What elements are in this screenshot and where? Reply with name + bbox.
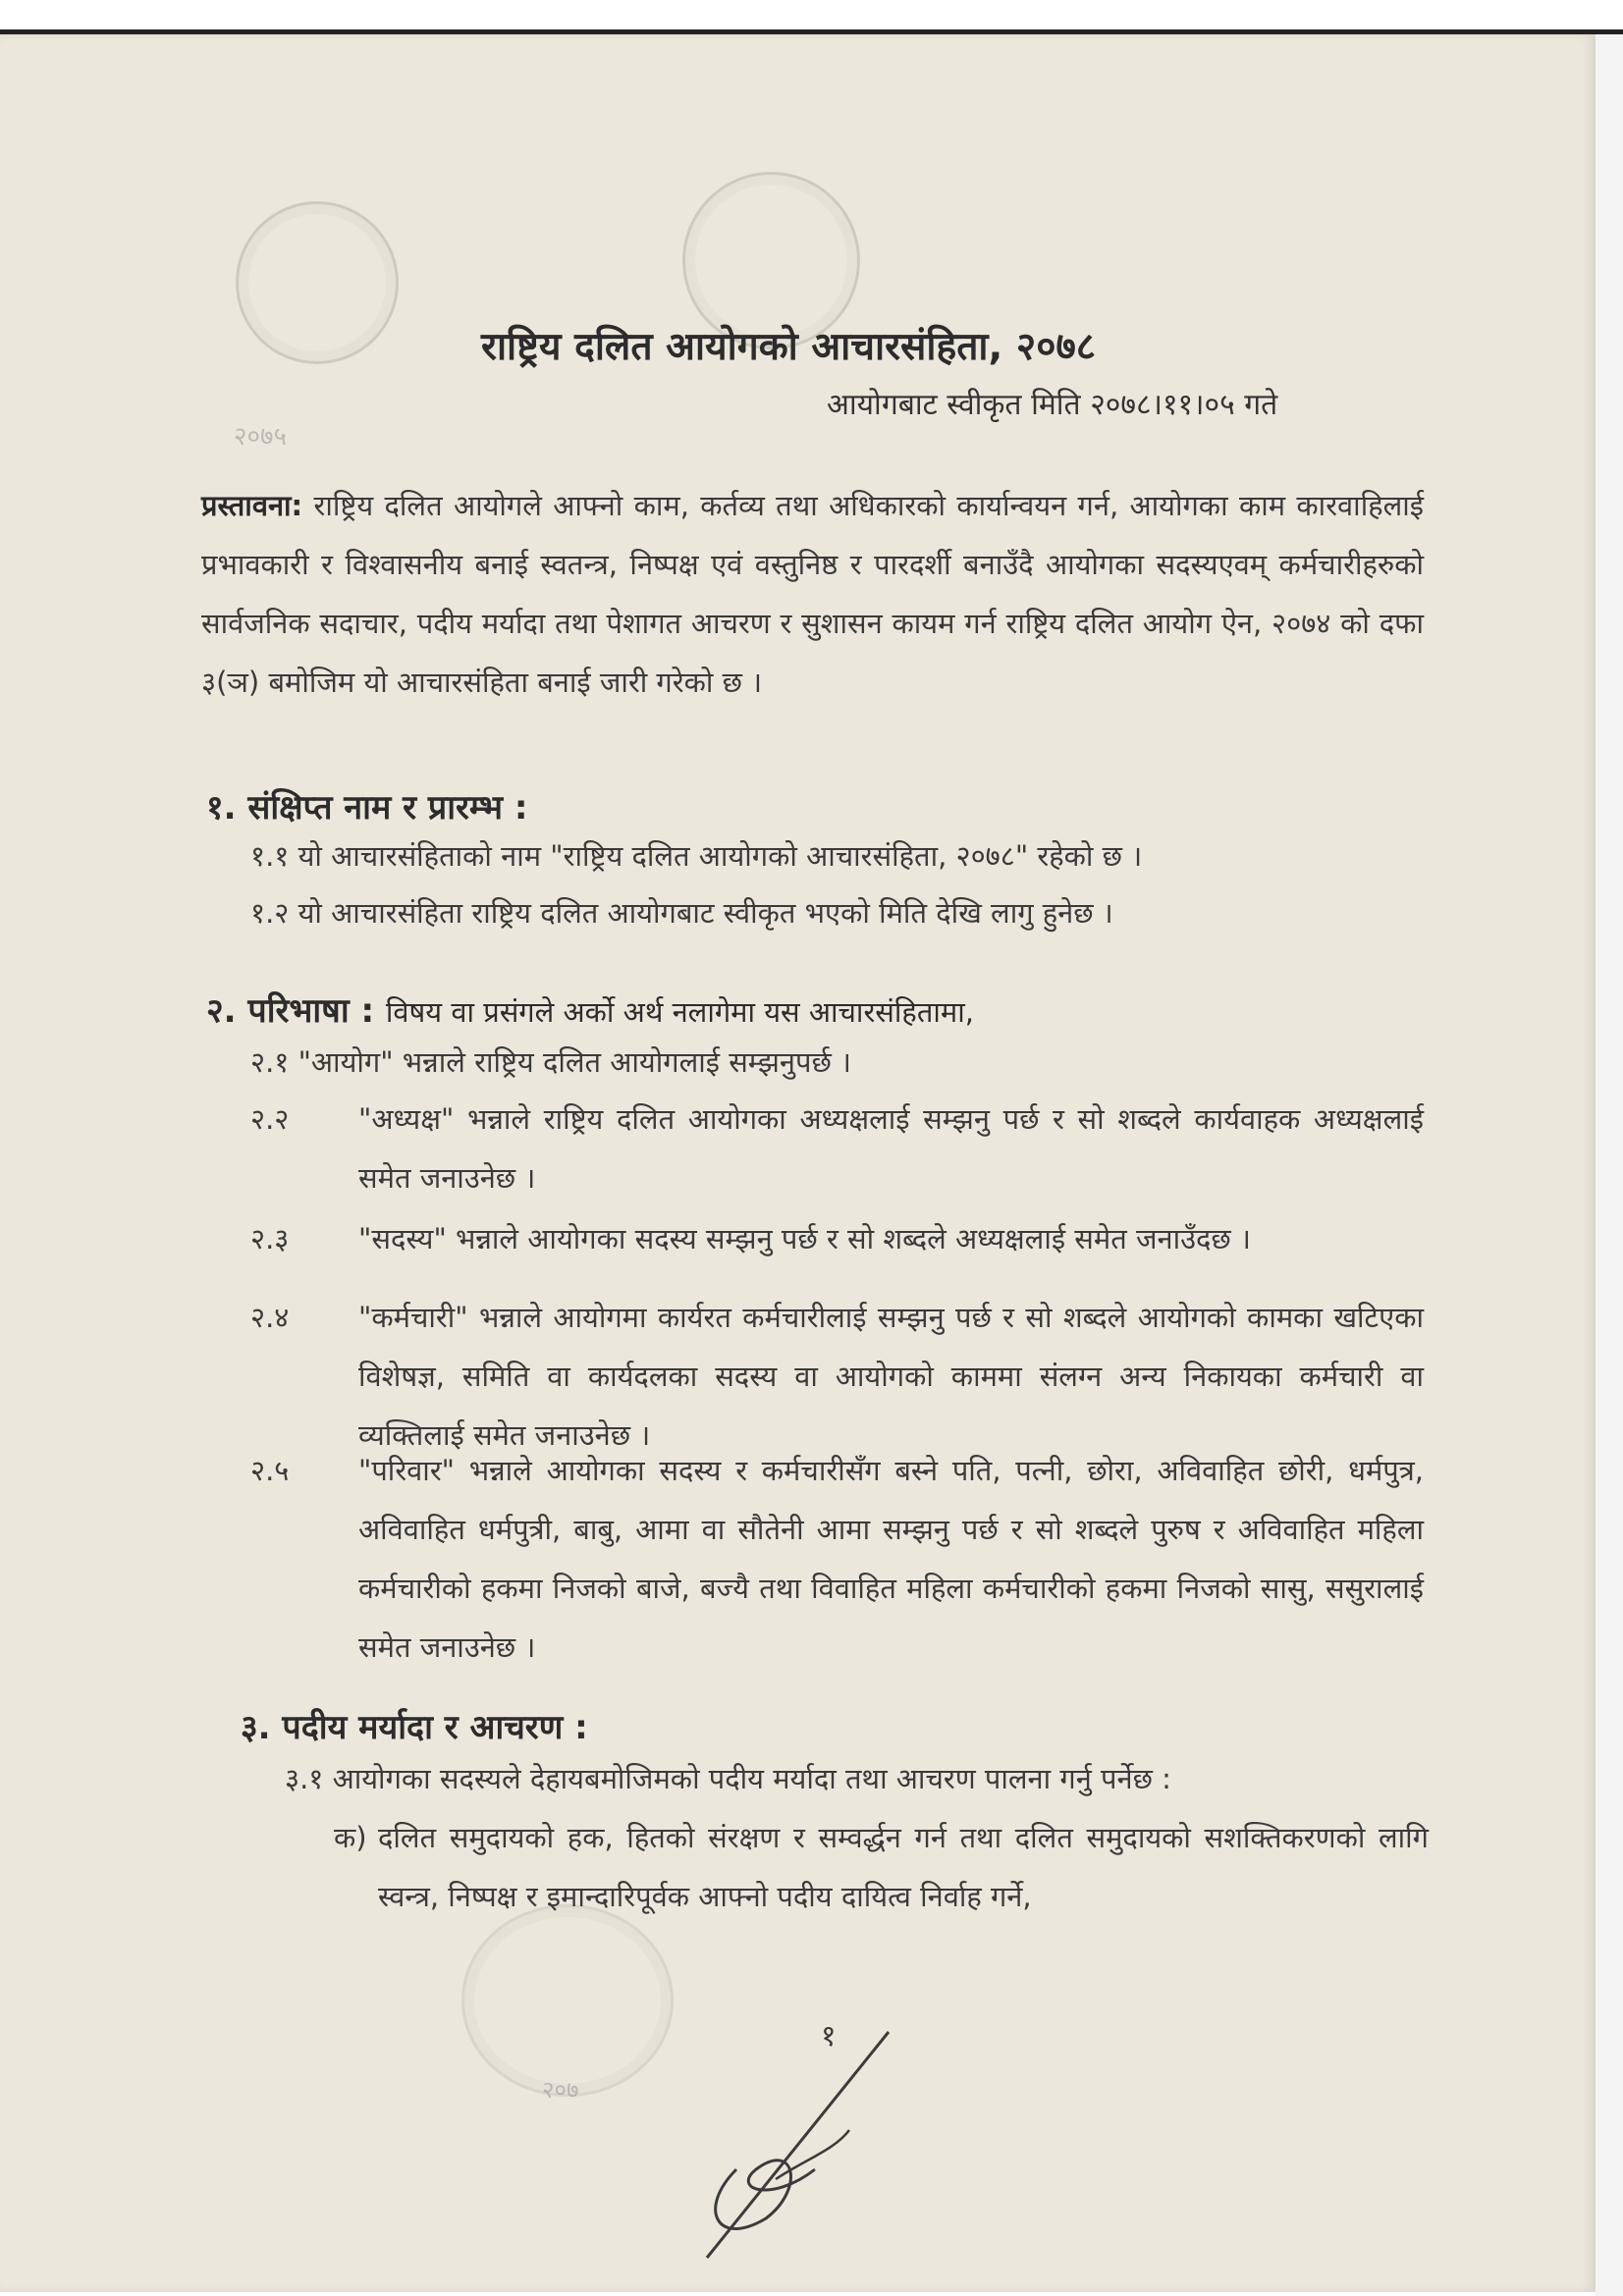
preamble-text: राष्ट्रिय दलित आयोगले आफ्नो काम, कर्तव्य तथा अधिकारको कार्यान्वयन गर्न, आयोगका काम कारवाहिलाई प्रभावकारी र विश्वासनीय बनाई स्वतन्त्र, निष्पक्ष एवं वस्तुनिष्ठ र पारदर्शी बनाउँदै आयोगका सदस्यएवम् कर्मचारीहरुको सार्वजनिक सदाचार, पदीय मर्यादा तथा पेशागत आचरण र सुशासन कायम गर्न राष्ट्रिय दलित आयोग ऐन, २०७४ को दफा ३(ञ) बमोजिम यो आचारसंहिता बनाई जारी गरेको छ । xyxy=(201,489,1425,699)
section-3-heading: ३. पदीय मर्यादा र आचरण : xyxy=(241,1708,588,1747)
preamble-paragraph xyxy=(201,476,1424,712)
stamp-seal-left xyxy=(236,201,399,364)
section-2-heading-text: विषय वा प्रसंगले अर्को अर्थ नलागेमा यस आचारसंहितामा, xyxy=(385,995,974,1029)
clause-2-2-text: "अध्यक्ष" भन्नाले राष्ट्रिय दलित आयोगका अध्यक्षलाई सम्झनु पर्छ र सो शब्दले कार्यवाहक अध्यक्षलाई समेत जनाउनेछ । xyxy=(358,1102,1424,1195)
clause-1-1: १.१ यो आचारसंहिताको नाम "राष्ट्रिय दलित आयोगको आचारसंहिता, २०७८" रहेको छ । xyxy=(250,839,1143,873)
clause-2-5-number: २.५ xyxy=(250,1454,290,1487)
item-ka-text: दलित समुदायको हक, हितको संरक्षण र सम्वर्द्धन गर्न तथा दलित समुदायको सशक्तिकरणको लागि स्वन्त्र, निष्पक्ष र इमान्दारिपूर्वक आफ्नो पदीय दायित्व निर्वाह गर्ने, xyxy=(378,1821,1429,1913)
handwritten-signature xyxy=(677,2022,913,2277)
clause-2-2 xyxy=(250,1090,1424,1207)
clause-2-4 xyxy=(250,1288,1424,1465)
stamp-bottom-year: २०७ xyxy=(542,2076,579,2104)
stamp-year-label: २०७५ xyxy=(234,422,288,452)
scan-right-margin xyxy=(1596,34,1623,2296)
clause-2-3-text: "सदस्य" भन्नाले आयोगका सदस्य सम्झनु पर्छ र सो शब्दले अध्यक्षलाई समेत जनाउँदछ । xyxy=(358,1222,1251,1255)
item-ka-number: क) xyxy=(334,1821,367,1854)
clause-2-5 xyxy=(250,1441,1424,1677)
clause-2-3-number: २.३ xyxy=(250,1222,290,1255)
section-1-heading: १. संक्षिप्त नाम र प्रारम्भ : xyxy=(206,788,528,828)
clause-2-1: २.१ "आयोग" भन्नाले राष्ट्रिय दलित आयोगलाई सम्झनुपर्छ । xyxy=(250,1045,851,1079)
clause-3-1: ३.१ आयोगका सदस्यले देहायबमोजिमको पदीय मर्यादा तथा आचरण पालना गर्नु पर्नेछ : xyxy=(285,1762,1171,1795)
approval-date-note: आयोगबाट स्वीकृत मिति २०७८।११।०५ गते xyxy=(827,388,1278,422)
stamp-seal-bottom xyxy=(461,1904,674,2097)
section-2-heading xyxy=(206,987,974,1032)
clause-2-4-number: २.४ xyxy=(250,1301,290,1334)
clause-1-2: १.२ यो आचारसंहिता राष्ट्रिय दलित आयोगबाट स्वीकृत भएको मिति देखि लागु हुनेछ । xyxy=(250,896,1113,930)
clause-2-5-text: "परिवार" भन्नाले आयोगका सदस्य र कर्मचारीसँग बस्ने पति, पत्नी, छोरा, अविवाहित छोरी, धर्मपुत्र, अविवाहित धर्मपुत्री, बाबु, आमा वा सौतेनी आमा सम्झनु पर्छ र सो शब्दले पुरुष र अविवाहित महिला कर्मचारीको हकमा निजको बाजे, बज्यै तथा विवाहित महिला कर्मचारीको हकमा निजको सासु, ससुरालाई समेत जनाउनेछ । xyxy=(358,1454,1424,1664)
clause-3-1-item-ka xyxy=(334,1808,1429,1926)
page-number: १ xyxy=(821,2019,837,2054)
document-title: राष्ट्रिय दलित आयोगको आचारसंहिता, २०७८ xyxy=(481,325,1097,369)
clause-2-4-text: "कर्मचारी" भन्नाले आयोगमा कार्यरत कर्मचारीलाई सम्झनु पर्छ र सो शब्दले आयोगको कामका खटिएका विशेषज्ञ, समिति वा कार्यदलका सदस्य वा आयोगको काममा संलग्न अन्य निकायका कर्मचारी वा व्यक्तिलाई समेत जनाउनेछ । xyxy=(358,1301,1424,1452)
section-2-heading-label: २. परिभाषा : xyxy=(206,991,375,1031)
preamble-label: प्रस्तावना: xyxy=(201,489,303,522)
clause-2-2-number: २.२ xyxy=(250,1102,290,1136)
clause-2-3 xyxy=(250,1209,1424,1268)
